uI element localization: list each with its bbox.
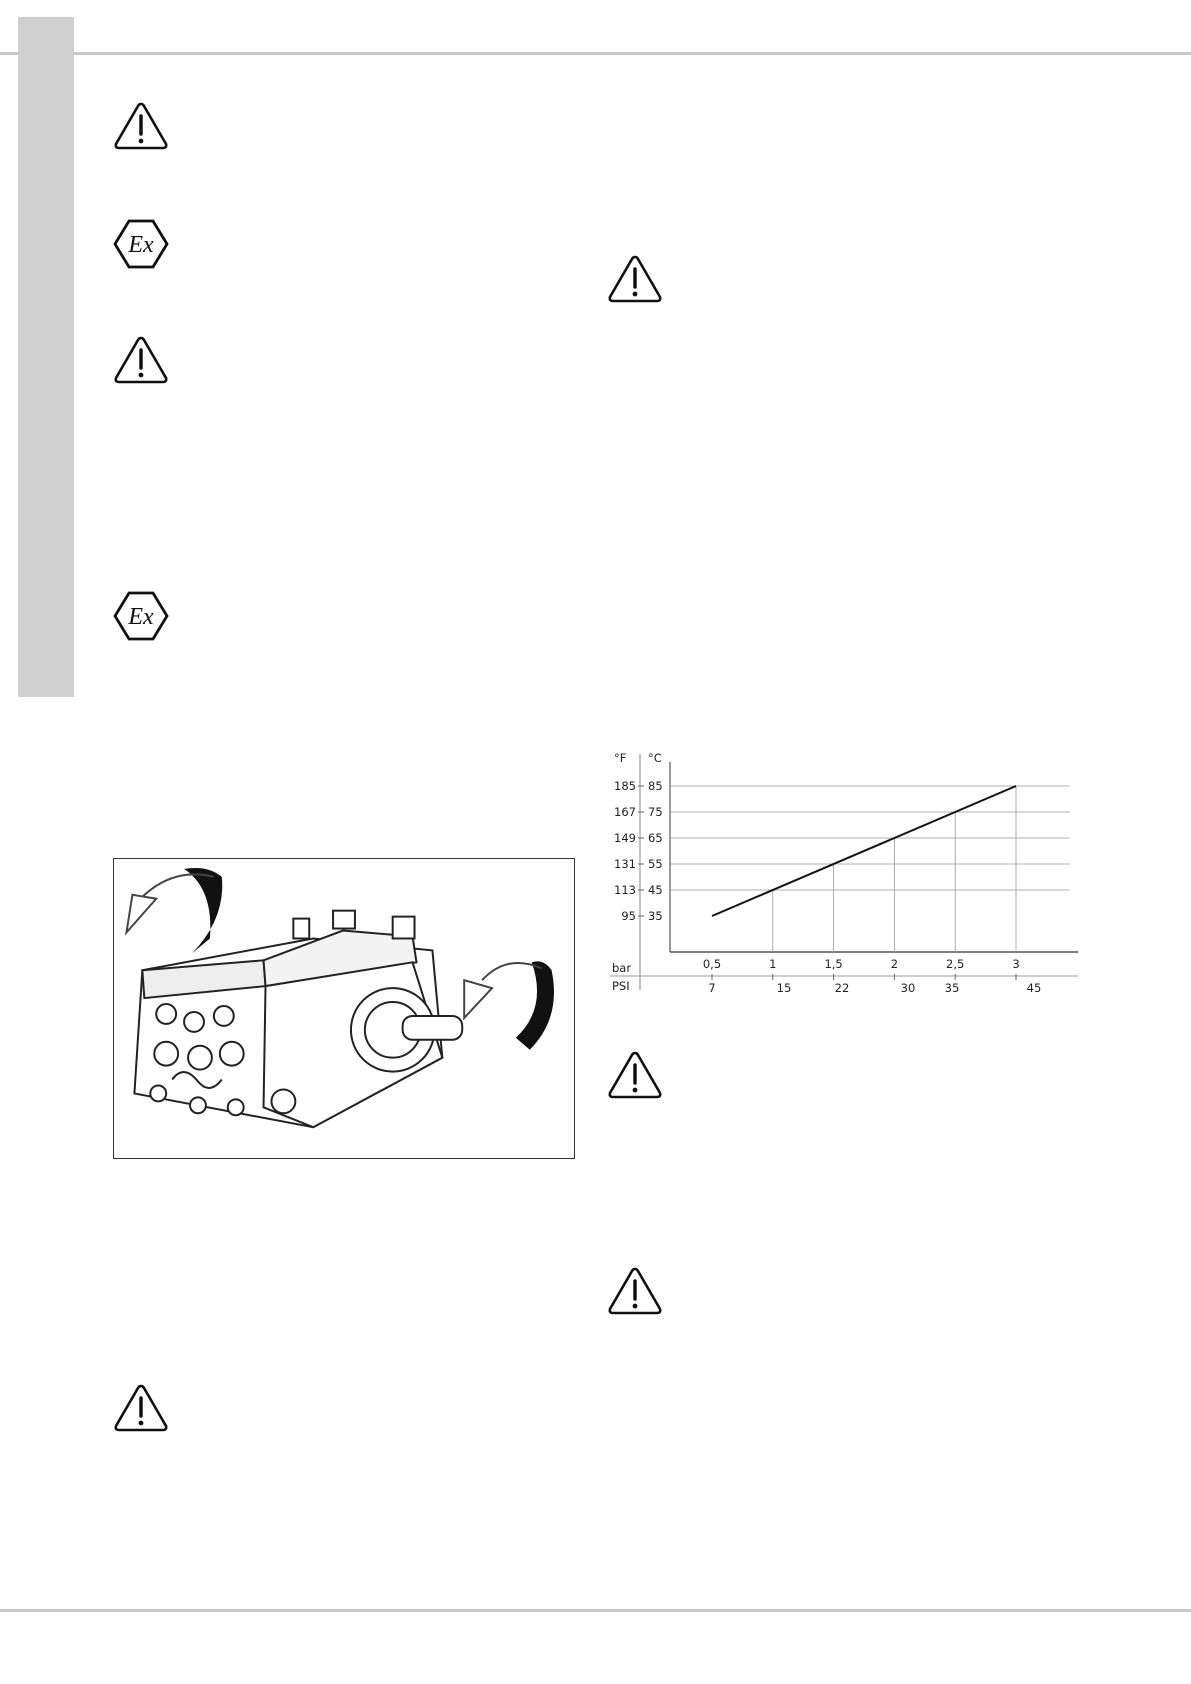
y-tick-fahrenheit: 167 xyxy=(614,805,636,819)
y-tick-celsius: 35 xyxy=(648,909,663,923)
x-tick-bar: 3 xyxy=(1012,957,1020,971)
ex-icon-text: Ex xyxy=(128,232,154,258)
warning-icon xyxy=(607,1049,663,1101)
y-tick-celsius: 75 xyxy=(648,805,663,819)
y-tick-fahrenheit: 185 xyxy=(614,779,636,793)
y-unit-fahrenheit: °F xyxy=(614,751,627,765)
y-tick-fahrenheit: 149 xyxy=(614,831,636,845)
x-tick-psi: 15 xyxy=(776,981,792,995)
x-tick-psi: 35 xyxy=(944,981,960,995)
y-tick-fahrenheit: 131 xyxy=(614,857,636,871)
y-tick-celsius: 45 xyxy=(648,883,663,897)
chart-svg xyxy=(600,742,1090,1010)
ex-icon xyxy=(113,590,169,642)
x-tick-psi: 7 xyxy=(708,981,716,995)
y-tick-celsius: 55 xyxy=(648,857,663,871)
y-tick-celsius: 85 xyxy=(648,779,663,793)
warning-icon xyxy=(113,334,169,386)
side-tab xyxy=(18,17,74,697)
y-tick-fahrenheit: 113 xyxy=(614,883,636,897)
y-tick-fahrenheit: 95 xyxy=(621,909,636,923)
ex-icon xyxy=(113,218,169,270)
rotation-arrow-left xyxy=(126,868,222,953)
x-tick-bar: 2 xyxy=(890,957,899,971)
series-line xyxy=(712,786,1016,916)
x-tick-psi: 22 xyxy=(834,981,850,995)
warning-icon xyxy=(113,1382,169,1434)
footer-rule xyxy=(0,1609,1191,1612)
ex-icon-text: Ex xyxy=(128,604,154,630)
pump-illustration xyxy=(114,859,574,1158)
header-rule xyxy=(0,52,1191,55)
x-label-psi: PSI xyxy=(612,979,630,993)
rotation-arrow-right xyxy=(464,961,554,1049)
x-tick-bar: 2,5 xyxy=(946,957,965,971)
pump-figure xyxy=(113,858,575,1159)
temperature-pressure-chart xyxy=(600,742,1090,1010)
x-label-bar: bar xyxy=(612,961,632,975)
x-tick-bar: 1 xyxy=(769,957,777,971)
warning-icon xyxy=(607,1265,663,1317)
x-tick-psi: 45 xyxy=(1026,981,1042,995)
warning-icon xyxy=(113,100,169,152)
x-tick-bar: 0,5 xyxy=(702,957,722,971)
x-tick-psi: 30 xyxy=(900,981,916,995)
warning-icon xyxy=(607,253,663,305)
y-unit-celsius: °C xyxy=(648,751,662,765)
pump-body xyxy=(134,911,462,1128)
y-tick-celsius: 65 xyxy=(648,831,663,845)
x-tick-bar: 1,5 xyxy=(824,957,843,971)
